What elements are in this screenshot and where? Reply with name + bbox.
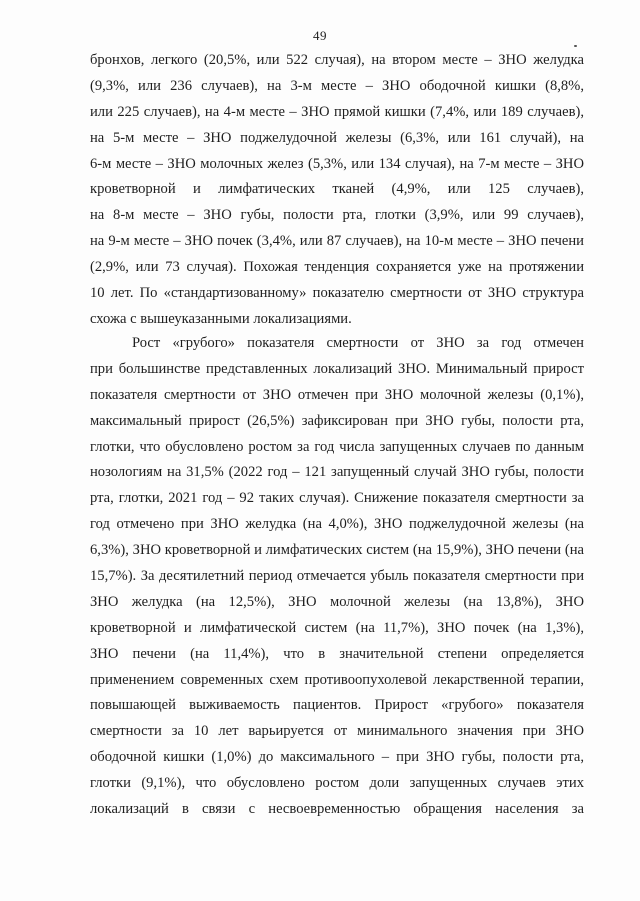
text-line: (2,9%, или 73 случая). Похожая тенденция сохраняется уже на протяжении — [90, 259, 584, 276]
text-line: кроветворной и лимфатической систем (на 11,7%), ЗНО почек (на 1,3%), — [90, 619, 584, 636]
scan-speck — [574, 45, 577, 47]
text-line: ЗНО желудка (на 12,5%), ЗНО молочной железы (на 13,8%), ЗНО — [90, 593, 584, 610]
text-line: смертности за 10 лет варьируется от минимального значения при ЗНО — [90, 723, 584, 740]
text-line: или 225 случаев), на 4-м месте – ЗНО прямой кишки (7,4%, или 189 случаев), — [90, 103, 584, 120]
text-line: максимальный прирост (26,5%) зафиксирован при ЗНО губы, полости рта, — [90, 412, 584, 429]
text-line: на 8-м месте – ЗНО губы, полости рта, глотки (3,9%, или 99 случаев), — [90, 207, 584, 224]
text-line: 15,7%). За десятилетний период отмечается убыль показателя смертности при — [90, 568, 584, 585]
text-line: год отмечено при ЗНО желудка (на 4,0%), ЗНО поджелудочной железы (на — [90, 516, 584, 533]
text-line: 10 лет. По «стандартизованному» показателю смертности от ЗНО структура — [90, 285, 584, 302]
text-line: при большинстве представленных локализаций ЗНО. Минимальный прирост — [90, 360, 584, 377]
text-line: применением современных схем противоопухолевой лекарственной терапии, — [90, 671, 584, 688]
text-line: нозологиям на 31,5% (2022 год – 121 запущенный случай ЗНО губы, полости — [90, 464, 584, 481]
text-line: локализаций в связи с несвоевременностью обращения населения за — [90, 801, 584, 818]
text-line: на 5-м месте – ЗНО поджелудочной железы (6,3%, или 161 случай), на — [90, 129, 584, 146]
paragraph-2 — [90, 331, 584, 823]
text-line: схожа с вышеуказанными локализациями. — [90, 310, 352, 327]
text-line: ободочной кишки (1,0%) до максимального – при ЗНО губы, полости рта, — [90, 749, 584, 766]
text-line: бронхов, легкого (20,5%, или 522 случая), на втором месте – ЗНО желудка — [90, 52, 584, 68]
text-line: 6,3%), ЗНО кроветворной и лимфатических систем (на 15,9%), ЗНО печени (на — [90, 542, 584, 559]
text-line: Рост «грубого» показателя смертности от ЗНО за год отмечен — [132, 335, 584, 351]
paragraph-1 — [90, 48, 584, 333]
text-line: (9,3%, или 236 случаев), на 3-м месте – ЗНО ободочной кишки (8,8%, — [90, 77, 584, 94]
page-number: 49 — [313, 28, 327, 43]
text-line: на 9-м месте – ЗНО почек (3,4%, или 87 случаев), на 10-м месте – ЗНО печени — [90, 233, 584, 250]
text-line: глотки (9,1%), что обусловлено ростом доли запущенных случаев этих — [90, 775, 584, 792]
text-line: показателя смертности от ЗНО отмечен при ЗНО молочной железы (0,1%), — [90, 386, 584, 403]
text-line: рта, глотки, 2021 год – 92 таких случая). Снижение показателя смертности за — [90, 490, 584, 507]
text-line: 6-м месте – ЗНО молочных желез (5,3%, или 134 случая), на 7-м месте – ЗНО — [90, 155, 584, 172]
text-line: глотки, что обусловлено ростом за год числа запущенных случаев по данным — [90, 438, 584, 455]
text-line: повышающей выживаемость пациентов. Прирост «грубого» показателя — [90, 697, 584, 714]
text-line: кроветворной и лимфатических тканей (4,9%, или 125 случаев), — [90, 181, 584, 198]
text-line: ЗНО печени (на 11,4%), что в значительной степени определяется — [90, 645, 584, 662]
